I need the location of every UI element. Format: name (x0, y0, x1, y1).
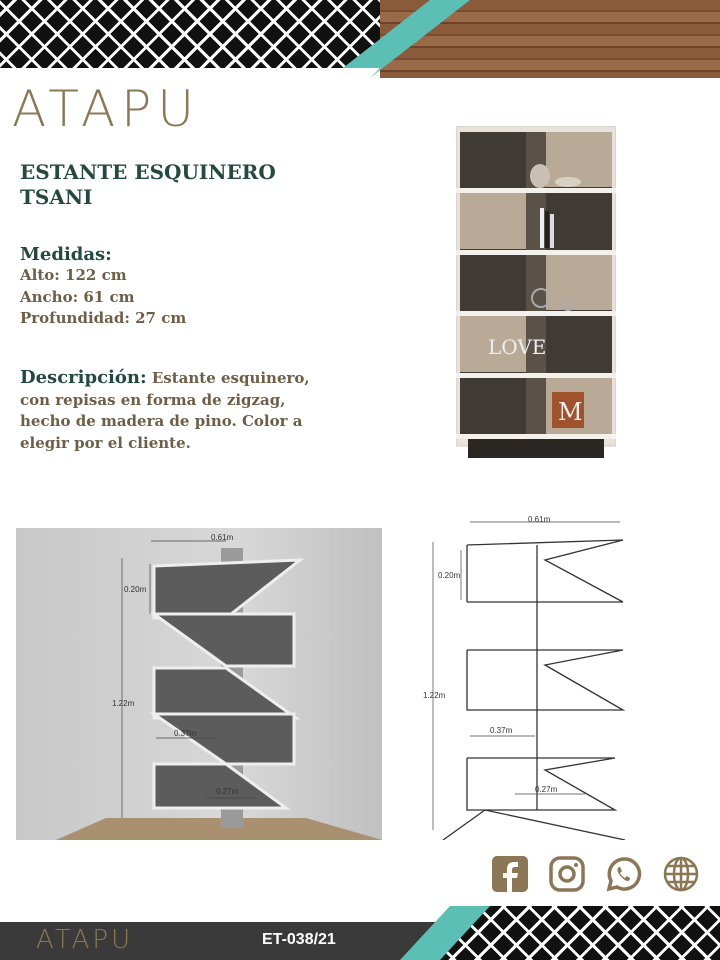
dim-shelf-height: 0.20m (124, 585, 147, 594)
measure-profundidad: Profundidad: 27 cm (20, 309, 187, 327)
m-decor: M (558, 398, 583, 426)
description-heading: Descripción: (20, 367, 147, 388)
description-text: Estante esquinero, con repisas en forma de zigzag, hecho de madera de pino. Color a elegir por el cliente. (20, 369, 310, 452)
instagram-icon[interactable] (549, 856, 585, 892)
description (20, 367, 315, 454)
whatsapp-icon[interactable] (606, 856, 642, 892)
sketch-dim-shelf-depth: 0.37m (490, 726, 513, 735)
footer-code: ET-038/21 (262, 931, 336, 948)
facebook-icon[interactable] (492, 856, 528, 892)
social-links (492, 856, 699, 892)
dim-shelf-depth: 0.37m (174, 729, 197, 738)
love-decor: LOVE (488, 335, 547, 359)
measures (20, 244, 186, 330)
measure-ancho: Ancho: 61 cm (20, 287, 135, 306)
sketch-dim-depth: 0.27m (535, 785, 558, 794)
footer-logo: ATAPU (36, 925, 134, 955)
globe-icon[interactable] (663, 856, 699, 892)
sketch-diagram (415, 510, 640, 840)
measure-alto: Alto: 122 cm (20, 266, 127, 284)
sketch-dim-height: 1.22m (423, 691, 446, 700)
brand-logo: ATAPU (12, 80, 200, 138)
product-title (20, 160, 276, 210)
dim-depth: 0.27m (216, 787, 239, 796)
sketch-dim-shelf-height: 0.20m (438, 571, 461, 580)
title-line2: TSANI (20, 185, 93, 209)
render-diagram (16, 528, 382, 840)
product-photo (456, 126, 616, 458)
measures-heading: Medidas: (20, 244, 112, 265)
title-line1: ESTANTE ESQUINERO (20, 160, 276, 184)
dim-height: 1.22m (112, 699, 135, 708)
sketch-dim-width: 0.61m (528, 515, 551, 524)
dim-width: 0.61m (211, 533, 234, 542)
